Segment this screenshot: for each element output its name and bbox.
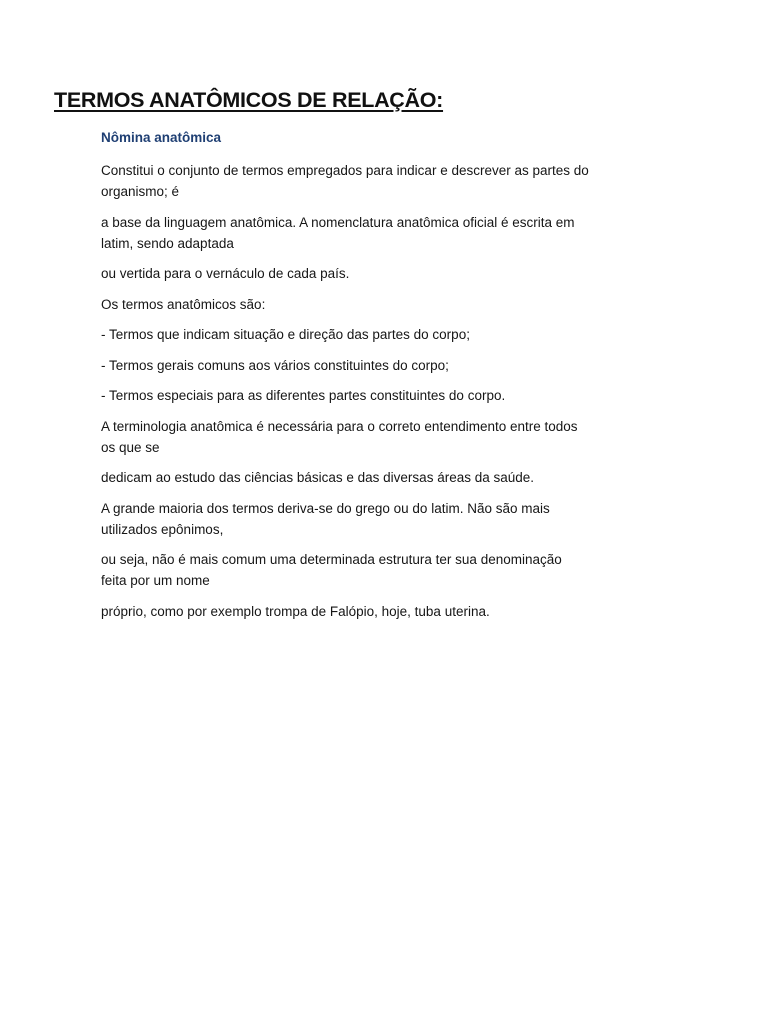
paragraph-line: - Termos especiais para as diferentes partes constituintes do corpo. [101, 388, 506, 403]
paragraph-line: latim, sendo adaptada [101, 235, 234, 251]
paragraph [101, 160, 721, 202]
paragraph-line: - Termos gerais comuns aos vários constituintes do corpo; [101, 357, 449, 373]
paragraph-line: próprio, como por exemplo trompa de Falópio, hoje, tuba uterina. [101, 603, 490, 619]
paragraph-line: Os termos anatômicos são: [101, 296, 266, 312]
paragraph [101, 549, 721, 591]
list-item [101, 324, 721, 345]
paragraph-line: a base da linguagem anatômica. A nomenclatura anatômica oficial é escrita em [101, 214, 575, 230]
paragraph-line: A terminologia anatômica é necessária para o correto entendimento entre todos [101, 418, 578, 434]
paragraph [101, 416, 721, 458]
paragraph-line: ou vertida para o vernáculo de cada país. [101, 266, 350, 281]
document-body [101, 160, 721, 631]
list-item [101, 355, 721, 376]
paragraph-line: feita por um nome [101, 573, 210, 588]
paragraph-line: ou seja, não é mais comum uma determinada estrutura ter sua denominação [101, 552, 562, 567]
paragraph [101, 212, 721, 254]
document-title: TERMOS ANATÔMICOS DE RELAÇÃO: [54, 88, 444, 112]
paragraph [101, 467, 721, 488]
paragraph [101, 498, 721, 540]
section-subtitle: Nômina anatômica [101, 130, 222, 145]
paragraph-line: dedicam ao estudo das ciências básicas e das diversas áreas da saúde. [101, 470, 535, 485]
paragraph-line: utilizados epônimos, [101, 521, 224, 537]
paragraph-line: Constitui o conjunto de termos empregados para indicar e descrever as partes do [101, 163, 589, 178]
list-item [101, 385, 721, 406]
paragraph-line: organismo; é [101, 184, 180, 199]
paragraph [101, 263, 721, 284]
paragraph [101, 294, 721, 315]
paragraph-line: os que se [101, 439, 160, 455]
paragraph-line: A grande maioria dos termos deriva-se do grego ou do latim. Não são mais [101, 500, 550, 516]
paragraph-line: - Termos que indicam situação e direção das partes do corpo; [101, 327, 470, 342]
paragraph [101, 601, 721, 622]
